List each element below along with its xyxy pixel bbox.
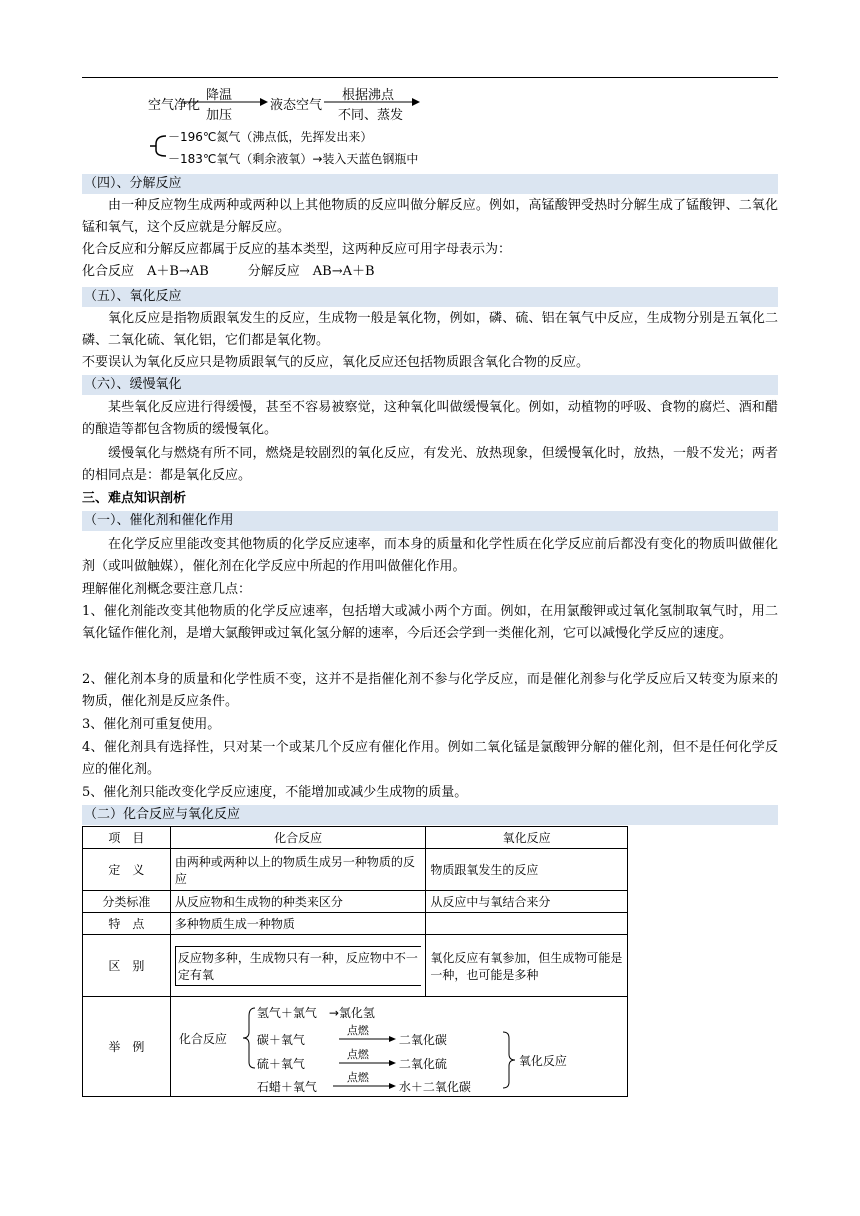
combination-feature: 多种物质生成一种物质 bbox=[170, 913, 426, 935]
oxidation-feature bbox=[426, 913, 628, 935]
reaction-types-intro: 化合反应和分解反应都属于反应的基本类型，这两种反应可用字母表示为： bbox=[82, 242, 512, 257]
air-separation-flow bbox=[82, 84, 778, 172]
section-title-decomposition: （四）、分解反应 bbox=[82, 174, 778, 194]
flow-start: 空气净化 bbox=[148, 98, 201, 113]
flow-branch-oxygen: －183℃氧气（剩余液氧）→装入天蓝色钢瓶中 bbox=[168, 152, 419, 166]
table-row bbox=[83, 891, 628, 913]
example-carbon-reactants: 碳＋氧气 bbox=[256, 1032, 305, 1047]
catalyst-point-4: 4、催化剂具有选择性，只对某一个或某几个反应有催化作用。例如二氧化锰是氯酸钾分解的催化剂，但不是任何化学反应的催化剂。 bbox=[82, 740, 778, 777]
combination-difference bbox=[170, 935, 426, 997]
catalyst-point-1: 1、催化剂能改变其他物质的化学反应速率，包括增大或减小两个方面。例如，在用氯酸钾或过氧化氢制取氧气时，用二氧化锰作催化剂，是增大氯酸钾或过氧化氢分解的速率，今后还会学到一类催化剂，它可以减慢化学反应的速度。 bbox=[82, 604, 778, 641]
flow-arrow1-bottom: 加压 bbox=[206, 108, 233, 123]
flow-branch-nitrogen: －196℃氮气（沸点低，先挥发出来） bbox=[168, 130, 373, 144]
table-row bbox=[83, 827, 628, 849]
table-row bbox=[83, 849, 628, 891]
section-title-slow-oxidation: （六）、缓慢氧化 bbox=[82, 375, 778, 395]
section-title-combination-vs-oxidation: （二）化合反应与氧化反应 bbox=[82, 805, 778, 825]
decomposition-definition: 由一种反应物生成两种或两种以上其他物质的反应叫做分解反应。例如，高锰酸钾受热时分解生成了锰酸钾、二氧化锰和氧气，这个反应就是分解反应。 bbox=[82, 198, 778, 235]
difficult-points-heading: 三、难点知识剖析 bbox=[82, 491, 187, 506]
catalyst-point-5: 5、催化剂只能改变化学反应速度，不能增加或减少生成物的质量。 bbox=[82, 785, 468, 800]
header-rule bbox=[82, 77, 778, 78]
flow-arrow1-top: 降温 bbox=[206, 88, 233, 103]
catalyst-point-2: 2、催化剂本身的质量和化学性质不变，这并不是指催化剂不参与化学反应，而是催化剂参与化学反应后又转变为原来的物质，催化剂是反应条件。 bbox=[82, 672, 778, 709]
table-row bbox=[83, 935, 628, 997]
table-row bbox=[83, 913, 628, 935]
oxidation-difference: 氧化反应有氧参加，但生成物可能是一种，也可能是多种 bbox=[426, 935, 628, 997]
row-label-classification: 分类标准 bbox=[83, 891, 171, 913]
row-label-difference: 区 别 bbox=[83, 935, 171, 997]
example-sulfur-condition: 点燃 bbox=[346, 1047, 369, 1061]
combination-classification: 从反应物和生成物的种类来区分 bbox=[170, 891, 426, 913]
oxidation-definition-cell: 物质跟氧发生的反应 bbox=[426, 849, 628, 891]
flow-arrow2-bottom: 不同、蒸发 bbox=[338, 108, 404, 123]
example-paraffin-reactants: 石蜡＋氧气 bbox=[256, 1079, 317, 1094]
example-diagram bbox=[171, 1002, 627, 1092]
catalyst-points-intro: 理解催化剂概念要注意几点： bbox=[82, 582, 252, 597]
combination-definition: 由两种或两种以上的物质生成另一种物质的反应 bbox=[170, 849, 426, 891]
table-header-combination: 化合反应 bbox=[170, 827, 426, 849]
row-label-feature: 特 点 bbox=[83, 913, 171, 935]
catalyst-point-3: 3、催化剂可重复使用。 bbox=[82, 717, 221, 732]
example-cell bbox=[170, 997, 627, 1097]
example-paraffin-condition: 点燃 bbox=[346, 1070, 369, 1084]
table-row bbox=[83, 997, 628, 1097]
slow-oxidation-definition: 某些氧化反应进行得缓慢，甚至不容易被察觉，这种氧化叫做缓慢氧化。例如，动植物的呼吸、食物的腐烂、酒和醋的酿造等都包含物质的缓慢氧化。 bbox=[82, 400, 778, 437]
oxidation-note: 不要误认为氧化反应只是物质跟氧气的反应，氧化反应还包括物质跟含氧化合物的反应。 bbox=[82, 355, 590, 370]
flow-mid: 液态空气 bbox=[270, 98, 323, 113]
section-title-oxidation: （五）、氧化反应 bbox=[82, 287, 778, 307]
table-header-oxidation: 氧化反应 bbox=[426, 827, 628, 849]
comparison-table bbox=[82, 826, 628, 1097]
row-label-example: 举 例 bbox=[83, 997, 171, 1097]
example-carbon-product: 二氧化碳 bbox=[398, 1032, 447, 1047]
section-title-catalyst: （一）、催化剂和催化作用 bbox=[82, 511, 778, 531]
oxidation-classification: 从反应中与氧结合来分 bbox=[426, 891, 628, 913]
catalyst-definition: 在化学反应里能改变其他物质的化学反应速率，而本身的质量和化学性质在化学反应前后都没有变化的物质叫做催化剂（或叫做触媒），催化剂在化学反应中所起的作用叫做催化作用。 bbox=[82, 537, 778, 574]
combination-difference-box: 反应物多种，生成物只有一种，反应物中不一定有氧 bbox=[175, 946, 422, 986]
example-combination-label: 化合反应 bbox=[178, 1031, 227, 1046]
flow-arrow2-top: 根据沸点 bbox=[342, 88, 395, 103]
example-oxidation-label: 氧化反应 bbox=[518, 1053, 567, 1068]
example-sulfur-reactants: 硫＋氧气 bbox=[256, 1056, 305, 1071]
example-carbon-condition: 点燃 bbox=[346, 1023, 369, 1037]
example-paraffin-product: 水＋二氧化碳 bbox=[398, 1079, 471, 1094]
example-hydrogen-chlorine: 氢气＋氯气 →氯化氢 bbox=[256, 1005, 375, 1020]
row-label-definition: 定 义 bbox=[83, 849, 171, 891]
reaction-formulas: 化合反应 A＋B→AB 分解反应 AB→A＋B bbox=[82, 264, 375, 279]
table-header-item: 项 目 bbox=[83, 827, 171, 849]
example-sulfur-product: 二氧化硫 bbox=[398, 1056, 447, 1071]
slow-oxidation-comparison: 缓慢氧化与燃烧有所不同，燃烧是较剧烈的氧化反应，有发光、放热现象，但缓慢氧化时，放热，一般不发光；两者的相同点是：都是氧化反应。 bbox=[82, 446, 778, 483]
oxidation-definition: 氧化反应是指物质跟氧发生的反应，生成物一般是氧化物，例如，磷、硫、铝在氧气中反应，生成物分别是五氧化二磷、二氧化硫、氧化铝，它们都是氧化物。 bbox=[82, 311, 778, 348]
